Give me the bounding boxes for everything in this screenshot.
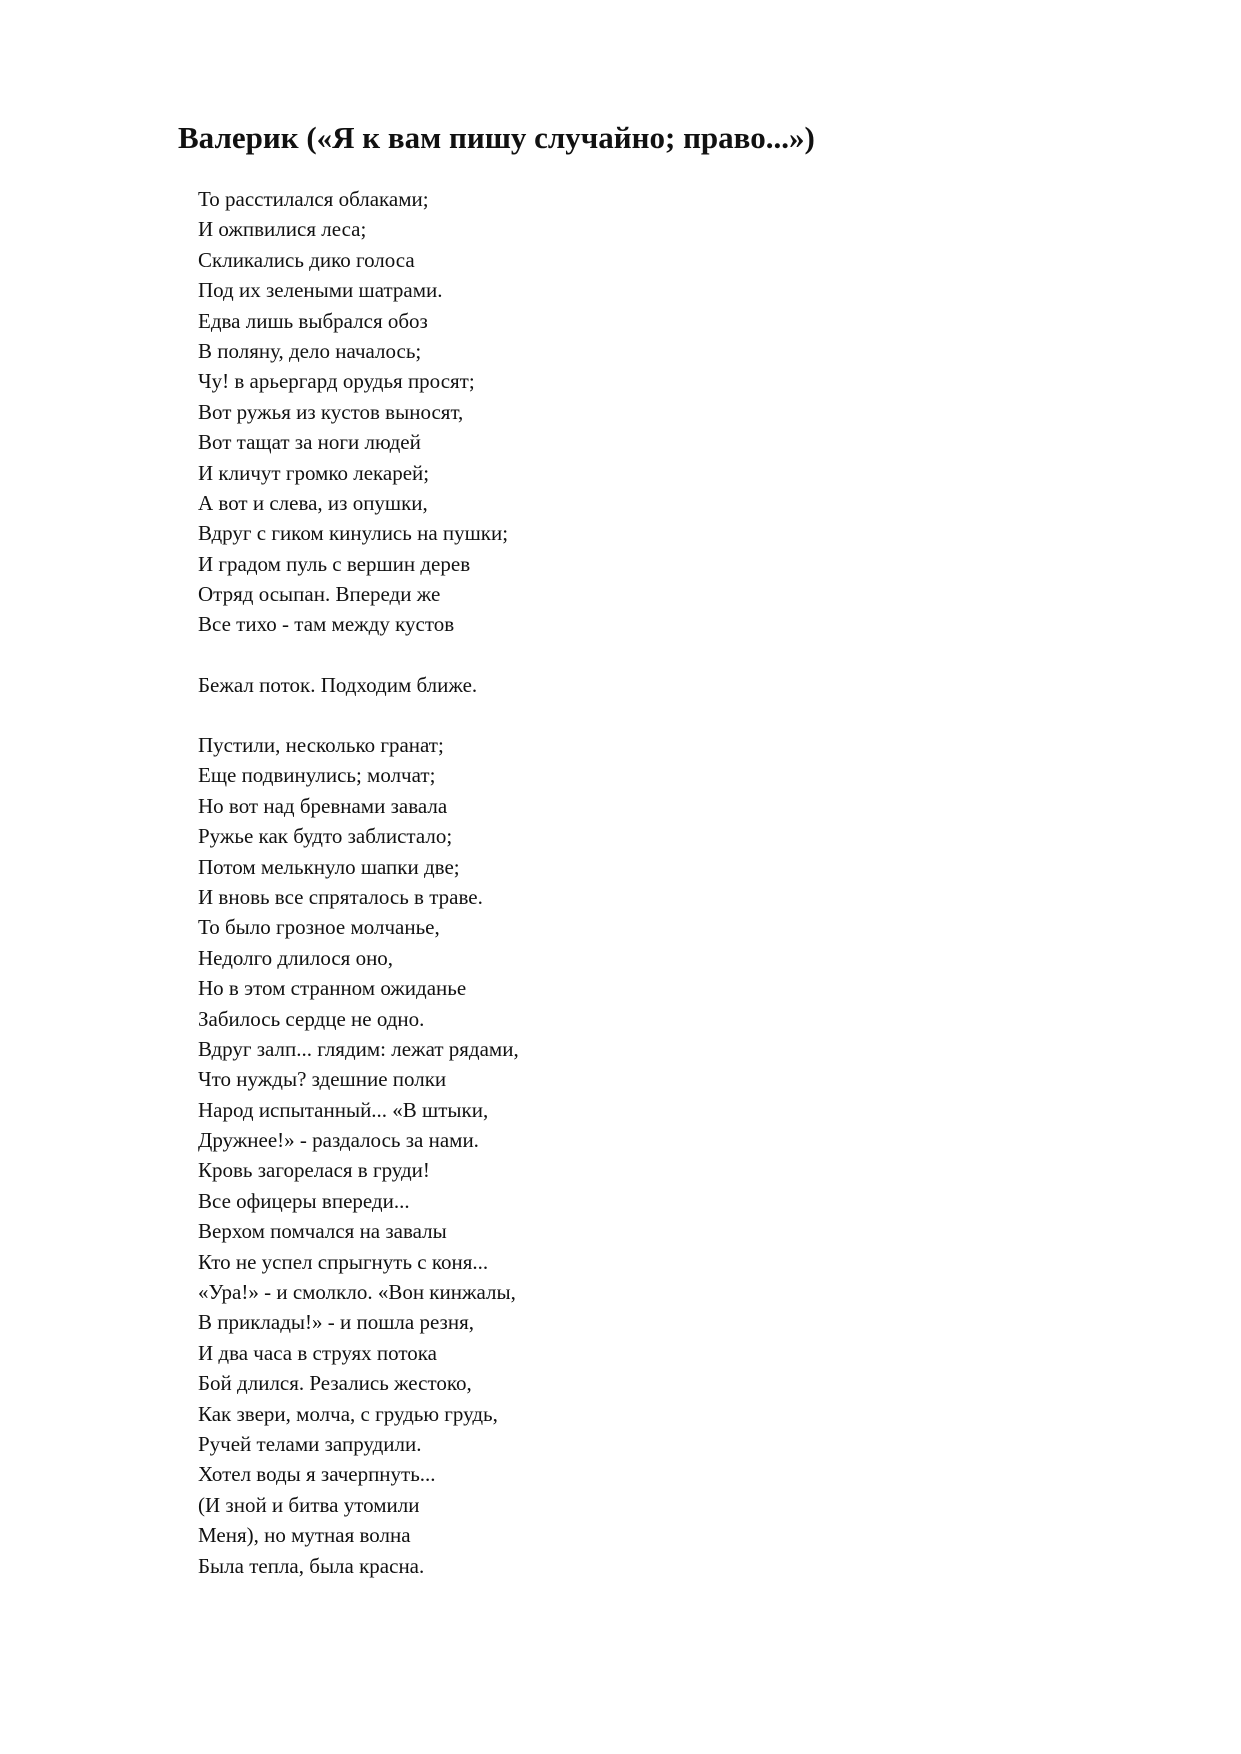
verse-line: Кровь загорелася в груди! <box>198 1158 430 1183</box>
verse-line: Как звери, молча, с грудью грудь, <box>198 1401 498 1426</box>
verse-line: И градом пуль с вершин дерев <box>198 551 471 576</box>
verse-line: Дружнее!» - раздалось за нами. <box>198 1128 479 1153</box>
verse-line: Хотел воды я зачерпнуть... <box>198 1462 436 1487</box>
verse-line: Забилось сердце не одно. <box>198 1006 425 1031</box>
verse-line: Ружье как будто заблистало; <box>198 824 453 849</box>
verse-line: В поляну, дело началось; <box>198 338 422 363</box>
verse-line: Верхом помчался на завалы <box>198 1219 447 1244</box>
verse-line: А вот и слева, из опушки, <box>198 490 428 515</box>
stanza <box>198 184 508 640</box>
verse-line: Все офицеры впереди... <box>198 1188 410 1213</box>
verse-line: И вновь все спряталось в траве. <box>198 884 483 909</box>
verse-line: Народ испытанный... «В штыки, <box>198 1097 489 1122</box>
verse-line: (И зной и битва утомили <box>198 1492 420 1517</box>
verse-line: То было грозное молчанье, <box>198 915 440 940</box>
verse-line: Под их зелеными шатрами. <box>198 278 443 303</box>
verse-line: И ожпвилися леса; <box>198 217 367 242</box>
verse-line: Ручей телами запрудили. <box>198 1431 422 1456</box>
poem-title: Валерик («Я к вам пишу случайно; право...») <box>178 120 815 155</box>
verse-line: И кличут громко лекарей; <box>198 460 430 485</box>
verse-line: Чу! в арьергард орудья просят; <box>198 369 475 394</box>
verse-line: Скликались дико голоса <box>198 247 415 272</box>
verse-line: Недолго длилося оно, <box>198 945 394 970</box>
verse-line: Что нужды? здешние полки <box>198 1067 447 1092</box>
verse-line: Кто не успел спрыгнуть с коня... <box>198 1249 489 1274</box>
verse-line: Была тепла, была красна. <box>198 1553 425 1578</box>
verse-line: В приклады!» - и пошла резня, <box>198 1310 474 1335</box>
verse-line: Едва лишь выбрался обоз <box>198 308 428 333</box>
verse-line: То расстилался облаками; <box>198 187 429 211</box>
verse-line: Но в этом странном ожиданье <box>198 976 467 1001</box>
stanza <box>198 670 477 700</box>
verse-line: Потом мелькнуло шапки две; <box>198 854 460 879</box>
verse-line: «Ура!» - и смолкло. «Вон кинжалы, <box>198 1280 516 1305</box>
verse-line: Но вот над бревнами завала <box>198 793 448 818</box>
verse-line: Бежал поток. Подходим ближе. <box>198 673 478 697</box>
stanza <box>198 730 519 1581</box>
verse-line: Вдруг с гиком кинулись на пушки; <box>198 521 509 546</box>
verse-line: Пустили, несколько гранат; <box>198 733 444 757</box>
verse-line: Бой длился. Резались жестоко, <box>198 1371 472 1396</box>
verse-line: Отряд осыпан. Впереди же <box>198 582 441 607</box>
verse-line: Меня), но мутная волна <box>198 1523 411 1548</box>
verse-line: Вот ружья из кустов выносят, <box>198 399 464 424</box>
verse-line: Вот тащат за ноги людей <box>198 430 421 455</box>
verse-line: Еще подвинулись; молчат; <box>198 763 436 788</box>
verse-line: И два часа в струях потока <box>198 1340 437 1365</box>
verse-line: Вдруг залп... глядим: лежат рядами, <box>198 1036 519 1061</box>
verse-line: Все тихо - там между кустов <box>198 612 455 637</box>
